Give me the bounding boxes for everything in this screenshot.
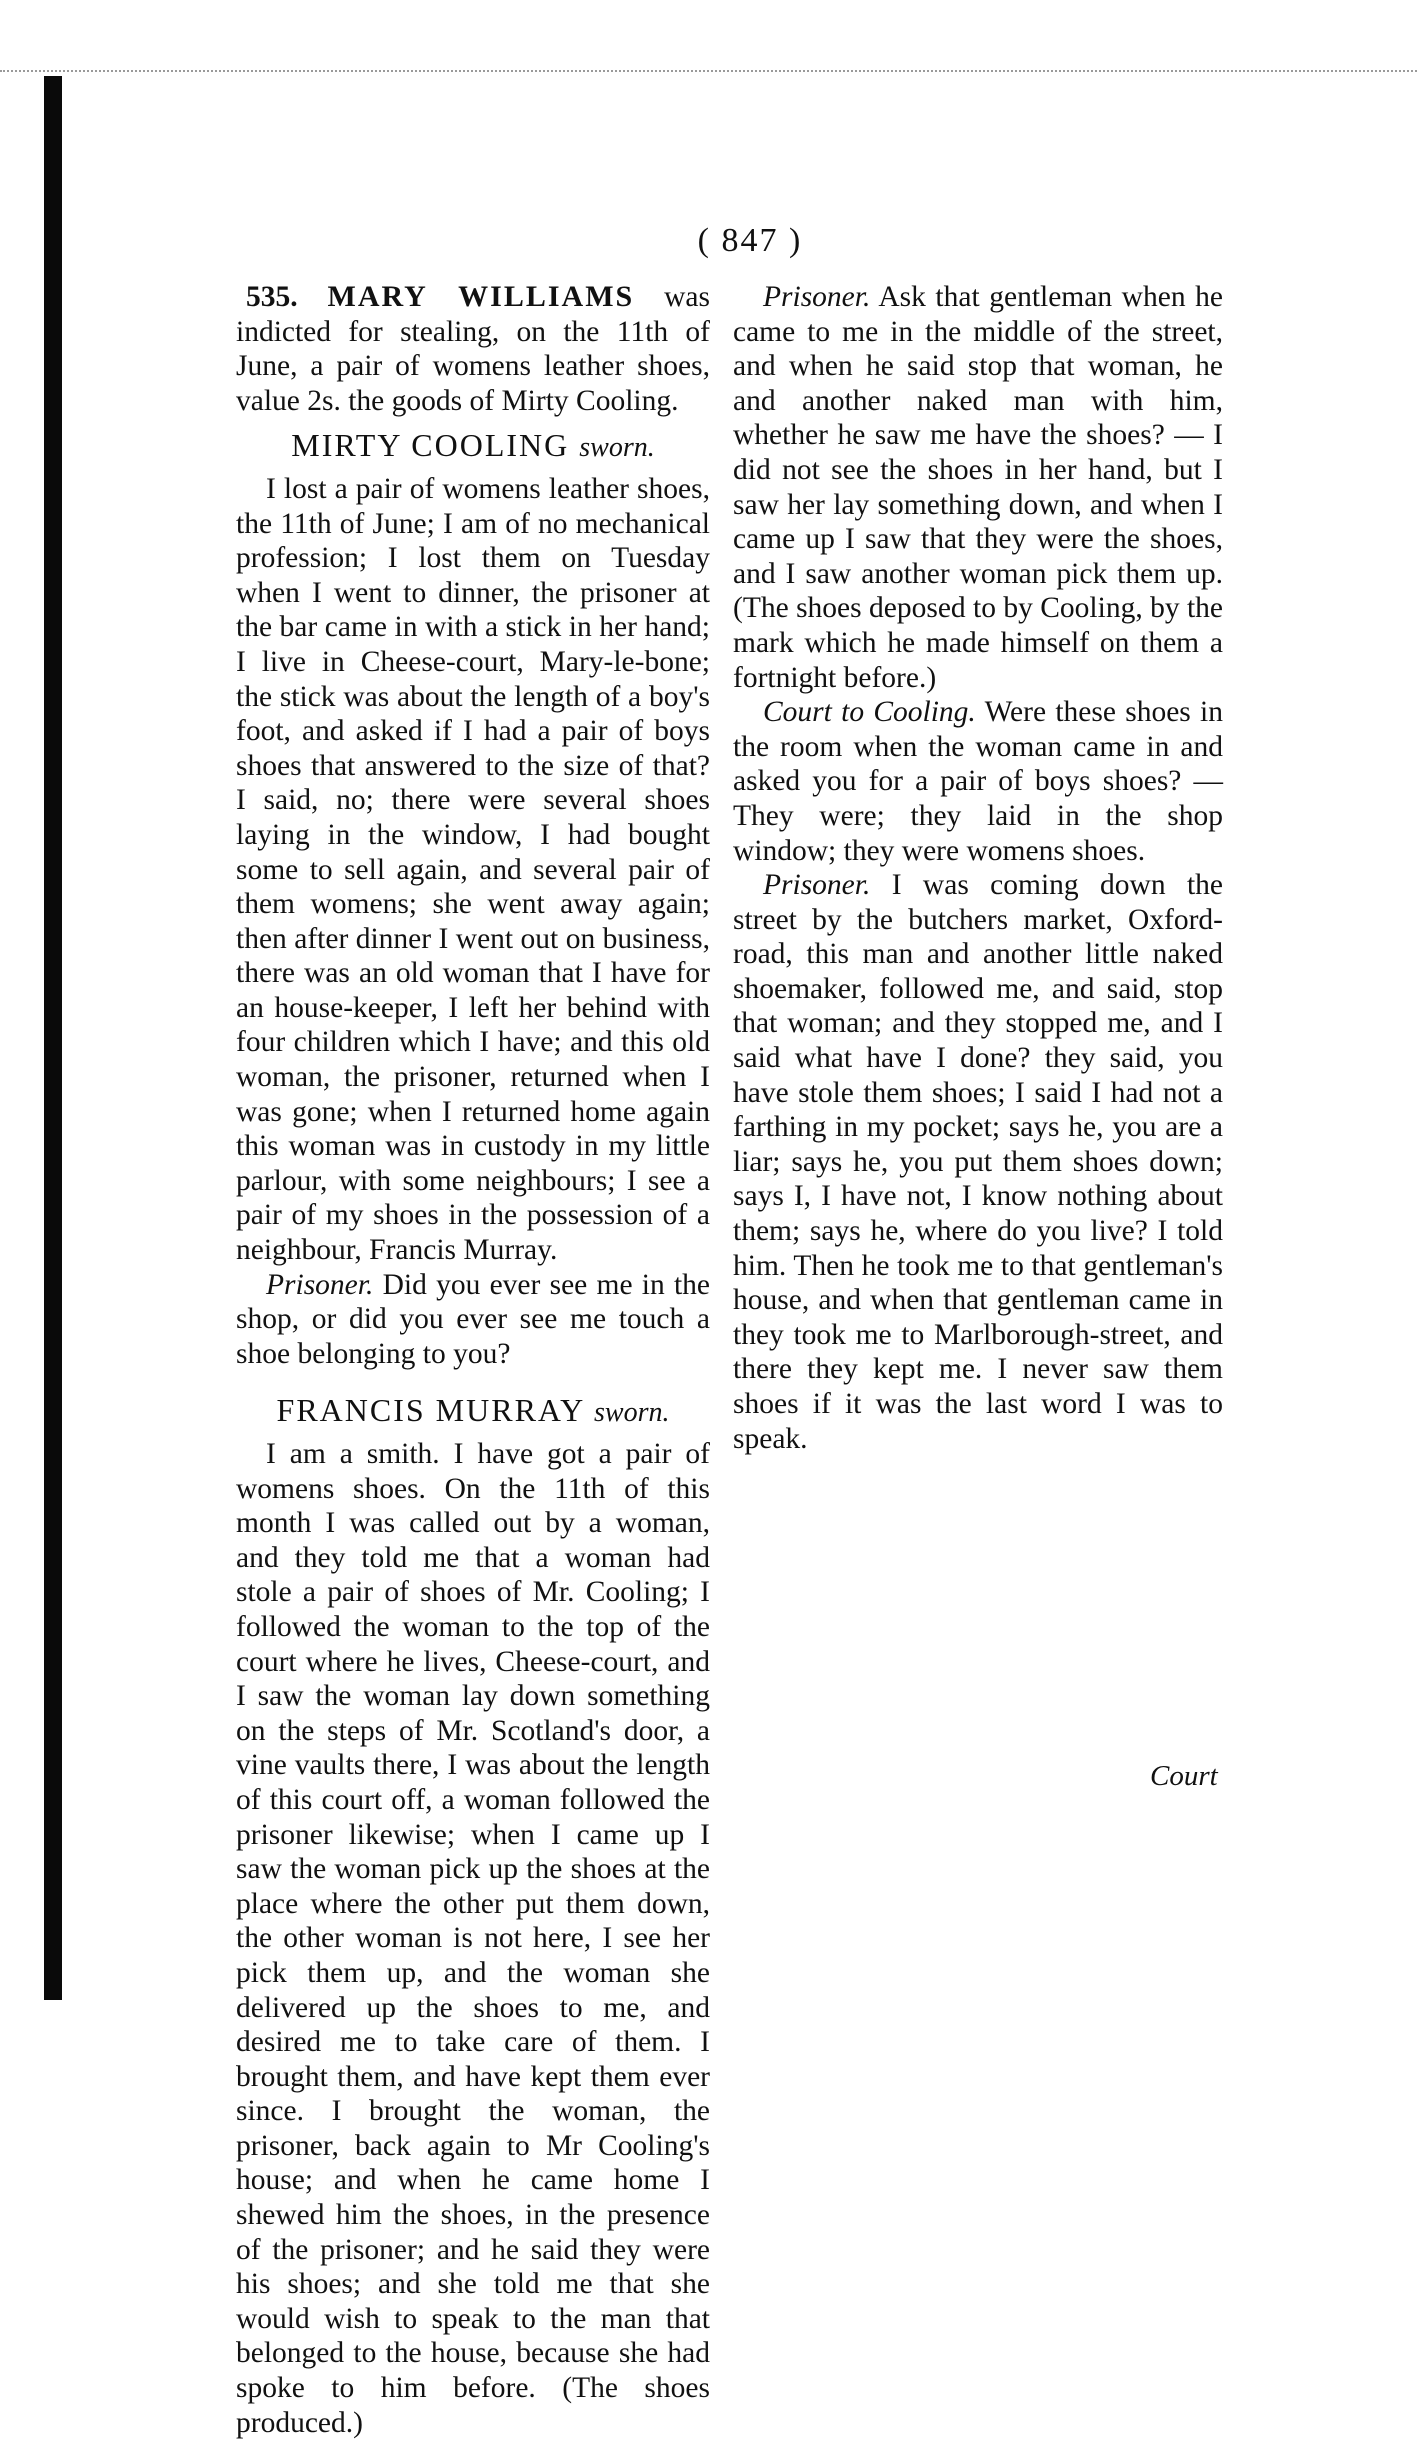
page-number: ( 847 ) bbox=[697, 222, 803, 259]
testimony-paragraph bbox=[236, 1437, 710, 2440]
speaker-label: Prisoner. bbox=[763, 281, 871, 313]
sworn-label: sworn. bbox=[579, 432, 655, 464]
witness-heading-cooling bbox=[236, 428, 710, 466]
sworn-label: sworn. bbox=[594, 1397, 670, 1429]
binding-edge bbox=[44, 76, 62, 2000]
testimony-paragraph bbox=[733, 868, 1223, 1456]
testimony-text: Were these shoes in the room when the woman came in and asked you for a pair of boys shoes? — They were; they laid in the shop window; they were womens shoes. bbox=[733, 696, 1224, 867]
testimony-paragraph bbox=[733, 280, 1223, 695]
right-column bbox=[733, 280, 1223, 1456]
testimony-paragraph bbox=[733, 695, 1223, 868]
testimony-paragraph bbox=[236, 472, 710, 1268]
speaker-label: Prisoner. bbox=[763, 869, 871, 902]
indictment-text: was indicted for stealing, on the 11th of June, a pair of womens leather shoes, value 2s. the goods of Mirty Cooling. bbox=[236, 281, 710, 417]
testimony-text: Did you ever see me in the shop, or did you ever see me touch a shoe belonging to you? bbox=[236, 1268, 711, 1370]
speaker-label: Court to Cooling. bbox=[763, 696, 976, 729]
testimony-text: Ask that gentleman when he came to me in the middle of the street, and when he said stop that woman, he and another naked man with him, whether he saw me have the shoes? — I did not see the shoes in her hand, but I saw her lay something down, and when I came up I saw that they were the shoes, and I saw another woman pick them up. (The shoes deposed to by Cooling, by the mark which he made himself on them a fortnight before.) bbox=[733, 281, 1223, 694]
speaker-label: Prisoner. bbox=[266, 1268, 374, 1301]
witness-name: FRANCIS MURRAY bbox=[276, 1392, 585, 1429]
testimony-text: I lost a pair of womens leather shoes, the 11th of June; I am of no mechanical profession; I lost them on Tuesday when I went to dinner, the prisoner at the bar came in with a stick in her hand; I live in Cheese-court, Mary-le-bone; the stick was about the length of a boy's foot, and asked if I had a pair of boys shoes that answered to the size of that? I said, no; there were several shoes laying in the window, I had bought some to sell again, and several pair of them womens; she went away again; then after dinner I went out on business, there was an old woman that I have for an house-keeper, I left her behind with four children which I have; and this old woman, the prisoner, returned when I was gone; when I returned home again this woman was in custody in my little parlour, with some neighbours; I see a pair of my shoes in the possession of a neighbour, Francis Murray. bbox=[236, 472, 710, 1267]
testimony-text: I was coming down the street by the butchers market, Oxford-road, this man and another little naked shoemaker, followed me, and said, stop that woman; and they stopped me, and I said what have I done? they said, you have stole them shoes; I said I had not a farthing in my pocket; says he, you are a liar; says he, you put them shoes down; says I, I have not, I know nothing about them; says he, where do you live? I told him. Then he took me to that gentleman's house, and when that gentleman came in they took me to Marlborough-street, and there they kept me. I never saw them shoes if it was the last word I was to speak. bbox=[733, 869, 1224, 1455]
defendant-name: MARY WILLIAMS bbox=[327, 280, 635, 313]
witness-name: MIRTY COOLING bbox=[291, 427, 570, 464]
case-number: 535. bbox=[246, 281, 298, 313]
catchword: Court bbox=[1150, 1760, 1218, 1792]
case-heading bbox=[236, 280, 710, 418]
top-margin-rule bbox=[0, 70, 1417, 72]
testimony-paragraph bbox=[236, 1268, 710, 1372]
witness-heading-murray bbox=[236, 1393, 710, 1431]
left-column bbox=[236, 280, 710, 2440]
testimony-text: I am a smith. I have got a pair of womens shoes. On the 11th of this month I was called out by a woman, and they told me that a woman had stole a pair of shoes of Mr. Cooling; I followed the woman to the top of the court where he lives, Cheese-court, and I saw the woman lay down something on the steps of Mr. Scotland's door, a vine vaults there, I was about the length of this court off, a woman followed the prisoner likewise; when I came up I saw the woman pick up the shoes at the place where the other put them down, the other woman is not here, I see her pick them up, and the woman she delivered up the shoes to me, and desired me to take care of them. I brought them, and have kept them ever since. I brought the woman, the prisoner, back again to Mr Cooling's house; and when he came home I shewed him the shoes, in the presence of the prisoner; and he said they were his shoes; and she told me that she would wish to speak to the man that belonged to the house, because she had spoke to him before. (The shoes produced.) bbox=[236, 1438, 710, 2439]
